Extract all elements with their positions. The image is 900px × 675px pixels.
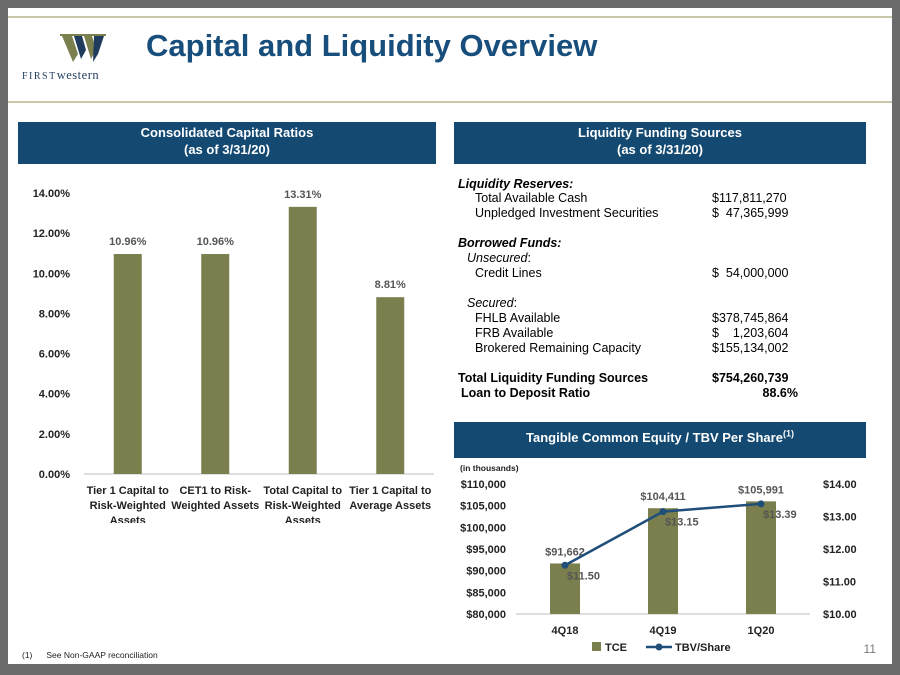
x-category-label: Weighted Assets [171,500,260,512]
y-right-tick-label: $14.00 [823,479,857,491]
x-category-label: Assets [109,515,146,523]
unsecured-colon: : [527,251,531,265]
y-tick-label: 10.00% [32,268,70,281]
y-tick-label: 12.00% [32,228,70,241]
tce-header [454,422,866,458]
y-right-tick-label: $12.00 [823,544,857,556]
tce-header-footnote-mark: (1) [782,428,794,439]
x-category-label: Risk-Weighted [89,500,166,512]
legend-tbv-marker [656,644,663,651]
y-tick-label: 2.00% [38,428,70,441]
tbv-share-data-label: $13.39 [763,508,797,521]
capital-ratio-data-label: 10.96% [196,236,234,249]
tbv-share-data-label: $13.15 [665,516,699,529]
footnote-text: See Non-GAAP reconciliation [46,650,158,660]
footnote-mark: (1) [22,650,33,660]
legend-tce-label: TCE [605,642,627,654]
x-category-label: CET1 to Risk- [179,485,252,497]
y-right-tick-label: $11.00 [823,576,857,589]
capital-header-line2: (as of 3/31/20) [184,142,270,157]
y-tick-label: 6.00% [38,348,70,361]
page-title: Capital and Liquidity Overview [146,28,598,63]
liquidity-header-line1: Liquidity Funding Sources [578,125,742,140]
capital-ratio-bar [376,297,404,474]
logo-word-western: western [56,68,100,82]
y-left-tick-label: $105,000 [460,500,506,513]
legend-tce-swatch [592,642,601,651]
x-category-label: Total Capital to [263,485,343,497]
capital-ratio-data-label: 13.31% [284,188,322,201]
cash-label: Total Available Cash [475,191,588,205]
capital-ratios-header [18,122,436,164]
y-tick-label: 4.00% [38,388,70,401]
liquidity-header-line2: (as of 3/31/20) [617,142,703,157]
logo-word-first: FIRST [22,71,57,82]
x-category-label: Tier 1 Capital to [349,485,432,497]
tbv-share-data-label: $11.50 [567,570,601,583]
x-category-label: Assets [284,515,321,523]
x-category-label: 4Q19 [649,625,677,637]
ltd-ratio-label: Loan to Deposit Ratio [461,386,591,400]
secured-colon: : [513,296,518,310]
capital-ratio-bar [201,254,229,474]
brokered-value: $155,134,002 [712,341,789,355]
secured-label: Secured [467,296,514,310]
x-category-label: Average Assets [349,500,432,512]
x-category-label: Risk-Weighted [264,500,341,512]
top-rule [8,16,892,18]
company-logo [22,32,142,88]
capital-ratio-data-label: 8.81% [374,279,406,292]
y-left-tick-label: $110,000 [460,479,506,491]
x-category-label: 1Q20 [747,625,775,637]
y-left-tick-label: $85,000 [466,587,506,600]
securities-label: Unpledged Investment Securities [475,206,659,220]
borrowed-heading: Borrowed Funds: [458,236,562,250]
slide [8,8,892,664]
capital-header-line1: Consolidated Capital Ratios [140,125,314,140]
logo-mark-icon [22,32,142,66]
capital-ratios-chart [8,173,448,523]
tbv-share-point [758,500,765,507]
tce-header-text: Tangible Common Equity / TBV Per Share [526,430,783,445]
total-funding-label: Total Liquidity Funding Sources [458,371,649,385]
tce-data-label: $105,991 [738,484,784,497]
x-category-label: 4Q18 [551,625,579,637]
fhlb-label: FHLB Available [475,311,561,325]
unsecured-label: Unsecured [467,251,528,265]
credit-lines-value: $ 54,000,000 [712,266,789,280]
frb-value: $ 1,203,604 [712,326,789,340]
y-left-tick-label: $80,000 [466,609,506,621]
fhlb-value: $378,745,864 [712,311,789,325]
ltd-ratio-value: 88.6% [762,386,798,400]
title-rule [8,101,892,103]
liquidity-header [454,122,866,164]
y-left-tick-label: $95,000 [466,544,506,556]
units-note: (in thousands) [460,463,519,473]
legend-tbv-label: TBV/Share [675,642,731,654]
footnote [22,650,158,660]
y-right-tick-label: $13.00 [823,511,857,524]
reserves-heading: Liquidity Reserves: [458,177,574,191]
brokered-label: Brokered Remaining Capacity [475,341,642,355]
y-tick-label: 8.00% [38,308,70,321]
y-left-tick-label: $100,000 [460,522,506,535]
y-right-tick-label: $10.00 [823,609,857,621]
credit-lines-label: Credit Lines [475,266,542,280]
tce-data-label: $104,411 [640,491,686,504]
tbv-share-point [562,562,569,569]
securities-value: $ 47,365,999 [712,206,789,220]
x-category-label: Tier 1 Capital to [86,485,169,497]
page-number: 11 [863,642,876,656]
y-tick-label: 14.00% [32,188,70,200]
frb-label: FRB Available [475,326,554,340]
tce-tbv-chart [440,454,884,662]
capital-ratio-data-label: 10.96% [109,236,147,249]
y-left-tick-label: $90,000 [466,565,506,578]
capital-ratio-bar [289,207,317,474]
capital-ratio-bar [114,254,142,474]
total-funding-value: $754,260,739 [712,371,789,385]
tce-data-label: $91,662 [545,546,585,559]
tbv-share-point [660,508,667,515]
logo-wordmark [22,68,142,83]
cash-value: $117,811,270 [712,191,787,205]
y-tick-label: 0.00% [38,469,70,481]
